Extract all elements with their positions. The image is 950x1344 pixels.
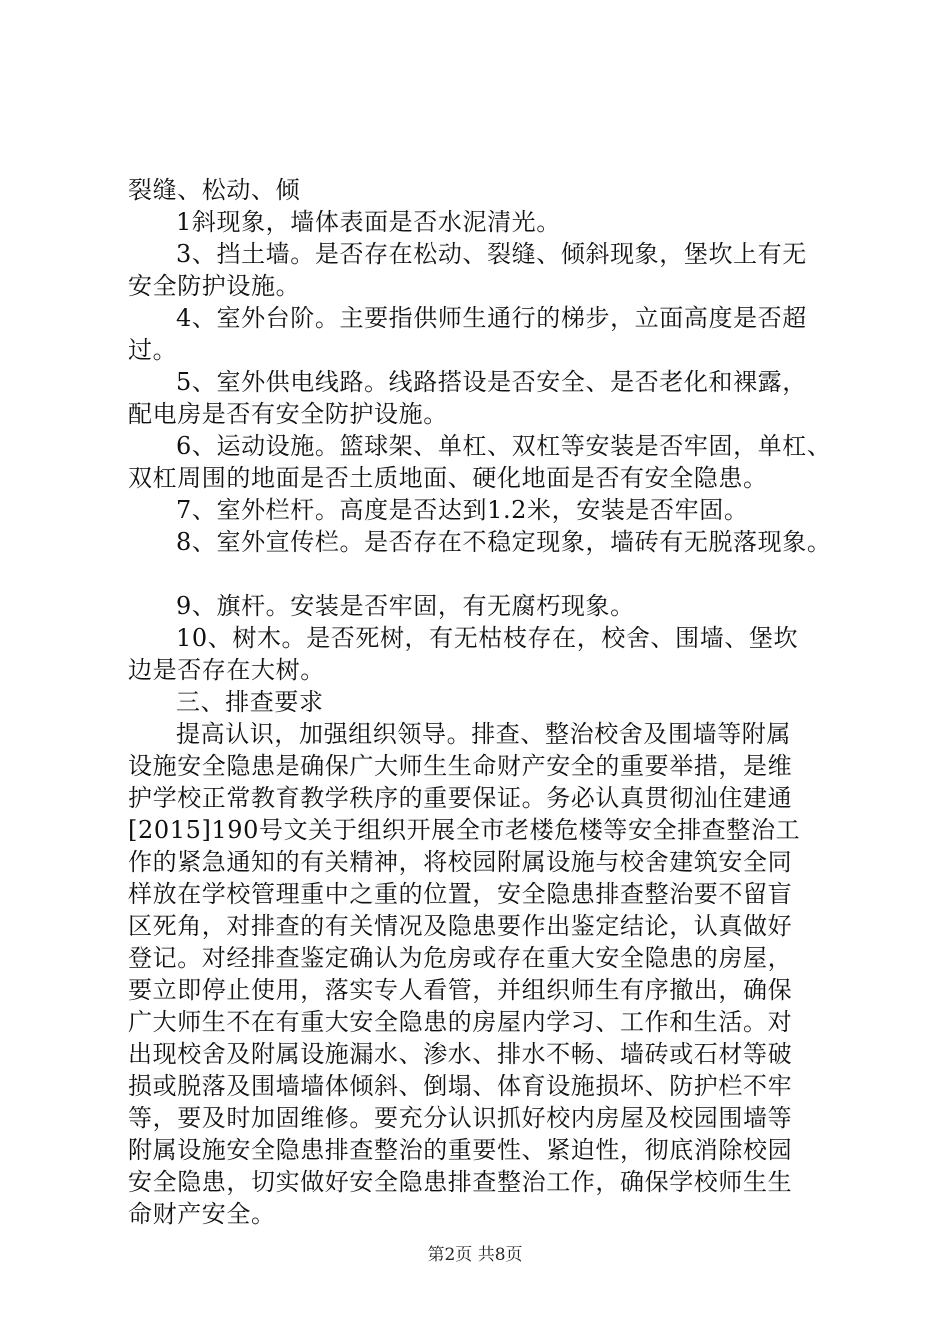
section-heading: 三、排查要求 bbox=[176, 688, 324, 716]
text-line: 安全隐患，切实做好安全隐患排查整治工作，确保学校师生生 bbox=[128, 1168, 793, 1196]
text-line: 配电房是否有安全防护设施。 bbox=[128, 400, 448, 428]
text-line: 7、室外栏杆。高度是否达到1.2米，安装是否牢固。 bbox=[176, 496, 749, 524]
text-line: 损或脱落及围墙墙体倾斜、倒塌、体育设施损坏、防护栏不牢 bbox=[128, 1072, 793, 1100]
text-line: 出现校舍及附属设施漏水、渗水、排水不畅、墙砖或石材等破 bbox=[128, 1040, 793, 1068]
document-body bbox=[128, 174, 848, 1230]
text-line: 10、树木。是否死树，有无枯枝存在，校舍、围墙、堡坎 bbox=[176, 624, 799, 652]
text-line: 样放在学校管理重中之重的位置，安全隐患排查整治要不留盲 bbox=[128, 880, 793, 908]
text-line: 要立即停止使用，落实专人看管，并组织师生有序撤出，确保 bbox=[128, 976, 793, 1004]
text-line: 边是否存在大树。 bbox=[128, 656, 325, 684]
text-line: 双杠周围的地面是否土质地面、硬化地面是否有安全隐患。 bbox=[128, 464, 768, 492]
text-line: 作的紧急通知的有关精神，将校园附属设施与校舍建筑安全同 bbox=[128, 848, 793, 876]
text-line: [2015]190号文关于组织开展全市老楼危楼等安全排查整治工 bbox=[128, 816, 801, 844]
text-line: 6、运动设施。篮球架、单杠、双杠等安装是否牢固，单杠、 bbox=[176, 432, 832, 460]
page-number: 第2页 共8页 bbox=[427, 1245, 523, 1265]
text-line: 命财产安全。 bbox=[128, 1200, 276, 1228]
text-line: 等，要及时加固维修。要充分认识抓好校内房屋及校园围墙等 bbox=[128, 1104, 793, 1132]
text-line: 设施安全隐患是确保广大师生生命财产安全的重要举措，是维 bbox=[128, 752, 793, 780]
text-line: 裂缝、松动、倾 bbox=[128, 176, 301, 204]
text-line: 区死角，对排查的有关情况及隐患要作出鉴定结论，认真做好 bbox=[128, 912, 793, 940]
text-line: 1斜现象，墙体表面是否水泥清光。 bbox=[176, 208, 561, 236]
text-line: 3、挡土墙。是否存在松动、裂缝、倾斜现象，堡坎上有无 bbox=[176, 240, 807, 268]
text-line: 5、室外供电线路。线路搭设是否安全、是否老化和裸露， bbox=[176, 368, 807, 396]
text-line: 护学校正常教育教学秩序的重要保证。务必认真贯彻汕住建通 bbox=[128, 784, 793, 812]
text-line: 提高认识，加强组织领导。排查、整治校舍及围墙等附属 bbox=[176, 720, 791, 748]
text-line: 广大师生不在有重大安全隐患的房屋内学习、工作和生活。对 bbox=[128, 1008, 793, 1036]
text-line: 登记。对经排查鉴定确认为危房或存在重大安全隐患的房屋， bbox=[128, 944, 793, 972]
text-line: 附属设施安全隐患排查整治的重要性、紧迫性，彻底消除校园 bbox=[128, 1136, 793, 1164]
text-line: 8、室外宣传栏。是否存在不稳定现象，墙砖有无脱落现象。 bbox=[176, 528, 832, 556]
page-footer bbox=[0, 1244, 950, 1266]
text-line: 4、室外台阶。主要指供师生通行的梯步，立面高度是否超 bbox=[176, 304, 807, 332]
text-line: 安全防护设施。 bbox=[128, 272, 301, 300]
paragraph-gap bbox=[128, 558, 848, 590]
text-line: 9、旗杆。安装是否牢固，有无腐朽现象。 bbox=[176, 592, 635, 620]
text-line: 过。 bbox=[128, 336, 178, 364]
